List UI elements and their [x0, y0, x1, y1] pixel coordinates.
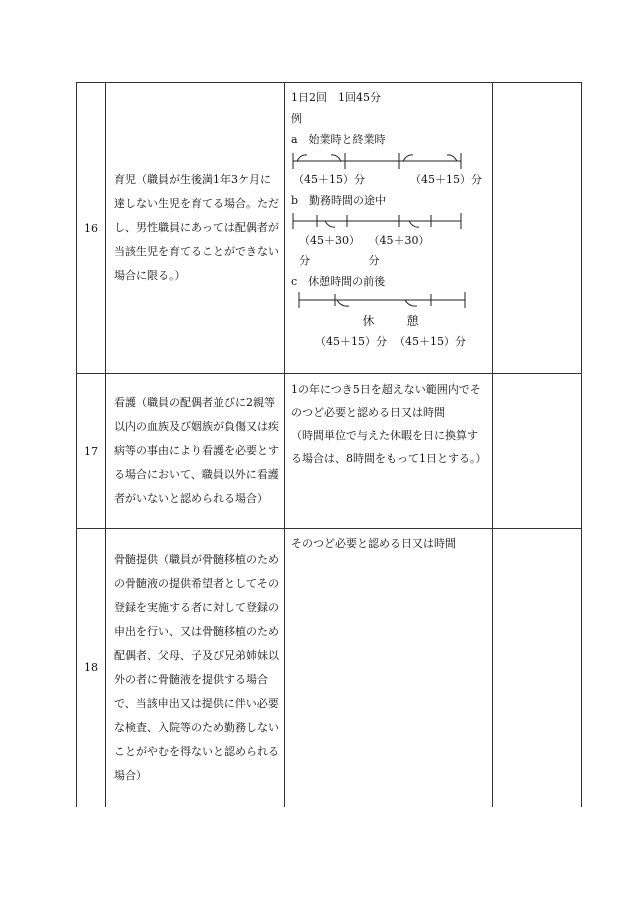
leave-condition: [106, 374, 285, 529]
example-label: 例: [291, 112, 302, 125]
timeline-a-diagram: [291, 150, 471, 170]
remarks-cell: [493, 529, 582, 807]
leave-condition: [106, 529, 285, 807]
row-number: 17: [77, 374, 106, 529]
remarks-cell: [493, 83, 582, 374]
value-right: （45＋15）分: [394, 335, 466, 348]
remarks-cell: [493, 374, 582, 529]
value-left: （45＋30）分: [299, 234, 360, 267]
condition-text: 骨髄提供（職員が骨髄移植のための骨髄液の提供希望者としてその登録を実施する者に対して登録の申出を行い、又は骨髄移植のため配偶者、父母、子及び兄弟姉妹以外の者に骨髄液を提供する場合で、当該申出又は提供に伴い必要な検査、入院等のため勤務しないことがやむを得ないと認められる場合）: [114, 552, 279, 782]
example-b-label: b 勤務時間の途中: [291, 194, 387, 207]
leave-duration: [285, 374, 493, 529]
row-number: 18: [77, 529, 106, 807]
example-c-label: c 休憩時間の前後: [291, 275, 386, 288]
leave-condition: [106, 83, 285, 374]
rest-label: 休 憩: [362, 314, 429, 328]
value-left: （45＋15）分: [293, 173, 365, 186]
value-left: （45＋15）分: [315, 335, 387, 348]
timeline-a-values: [291, 170, 486, 190]
special-leave-table: [76, 82, 582, 807]
timeline-c-values: [291, 332, 486, 352]
value-right: （45＋15）分: [410, 173, 482, 186]
value-right: （45＋30）分: [368, 234, 430, 267]
duration-text: そのつど必要と認める日又は時間: [291, 537, 456, 550]
table-row: [77, 83, 582, 374]
table-row: [77, 374, 582, 529]
timeline-c-diagram: [291, 292, 471, 310]
condition-text: 育児（職員が生後満1年3ケ月に達しない生児を育てる場合。ただし、男性職員にあっては配偶者が当該生児を育てることができない場合に限る。）: [114, 173, 279, 282]
leave-duration: [285, 529, 493, 807]
leave-duration: [285, 83, 493, 374]
duration-line: 1日2回 1回45分: [291, 91, 381, 104]
table-row: [77, 529, 582, 807]
condition-text: 看護（職員の配偶者並びに2親等以内の血族及び姻族が負傷又は疾病等の事由により看護を必要とする場合において、職員以外に看護者がいないと認められる場合）: [114, 396, 279, 505]
row-number: 16: [77, 83, 106, 374]
example-a-label: a 始業時と終業時: [291, 133, 386, 146]
timeline-b-values: [291, 231, 486, 271]
duration-text: 1の年につき5日を超えない範囲内でそのつど必要と認める日又は時間 （時間単位で与えた休暇を日に換算する場合は、8時間をもって1日とする。）: [291, 383, 487, 465]
timeline-b-diagram: [291, 211, 471, 231]
